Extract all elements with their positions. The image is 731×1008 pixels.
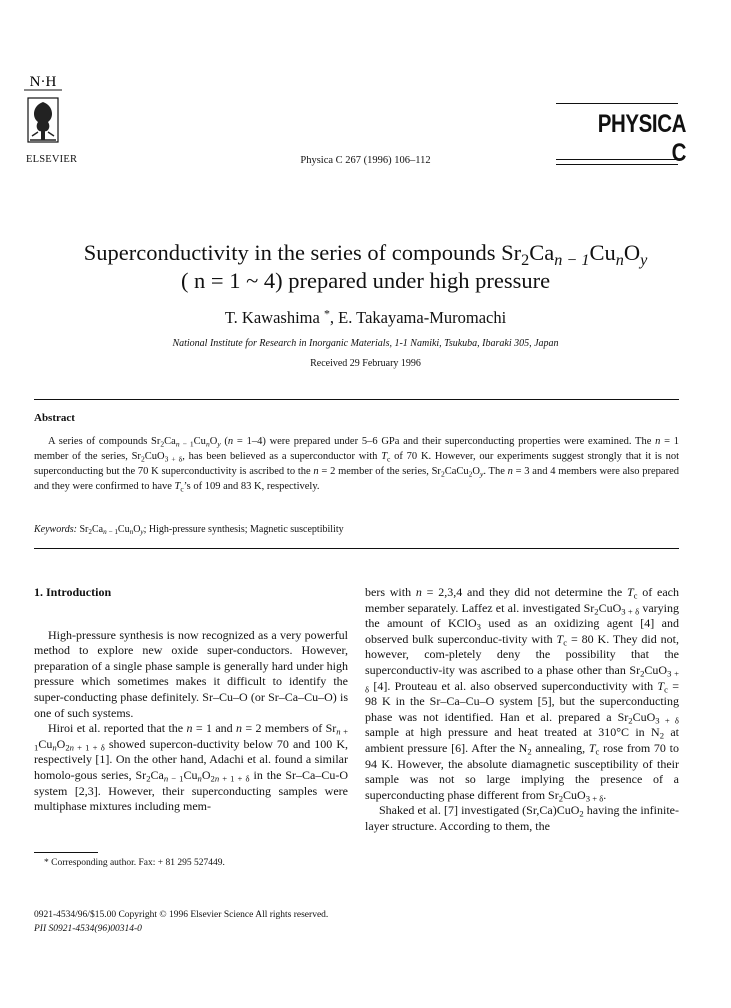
section-heading: 1. Introduction: [34, 585, 112, 599]
copyright-line: 0921-4534/96/$15.00 Copyright © 1996 Elsevier Science All rights reserved.: [34, 910, 329, 920]
journal-citation: Physica C 267 (1996) 106–112: [300, 155, 431, 166]
logo-letters: N·H: [29, 74, 57, 90]
right-column: [365, 585, 679, 835]
journal-rule-bottom: [556, 159, 678, 165]
abstract-body: A series of compounds $Sr_2Ca_{n - 1}Cu_nO_y$ (n = 1–4) were prepared under 5–6 GPa and their superconducting properties were examined. The n = 1 member of the series, $Sr_2CuO_{3 + \delta}$, has been believed as a superconductor with $T_c$ of 70 K. However, our experiments suggest strongly that it is not superconducting but the 70 K superconductivity is ascribed to the n = 2 member of the series, $Sr_2CaCu_2O_y$. The n = 3 and 4 members were also prepared and they were confirmed to have $T_c’s$ of 109 and 83 K, respectively.: [34, 436, 680, 494]
affiliation: National Institute for Research in Inorganic Materials, 1-1 Namiki, Tsukuba, Ibaraki 305, Japan: [172, 338, 559, 349]
abstract-rule-bottom: [34, 548, 679, 549]
pii-line: PII S0921-4534(96)00314-0: [34, 924, 142, 934]
keywords: Keywords: $Sr_2Ca_{n - 1}Cu_nO_y$; High-pressure synthesis; Magnetic susceptibility: [34, 524, 344, 537]
author-name: E. Takayama-Muromachi: [338, 308, 507, 327]
body-paragraph: High-pressure synthesis is now recognized as a very powerful method to explore new oxide super-conductors. However, preparation of a single phase sample is generally hard under high pressure which sometimes makes it difficult to identify the super-conducting phase definitely. Sr–Cu–O (or Sr–Ca–Cu–O) is one of such systems.: [34, 627, 348, 720]
abstract-heading: Abstract: [34, 412, 75, 424]
author-name: T. Kawashima: [224, 308, 320, 327]
author-list: T. Kawashima *, E. Takayama-Muromachi: [224, 306, 507, 327]
publisher-name: ELSEVIER: [26, 154, 78, 165]
elsevier-tree-logo: [20, 70, 66, 156]
received-date: Received 29 February 1996: [310, 358, 421, 369]
body-paragraph: Hiroi et al. reported that the n = 1 and n = 2 members of $Sr_{n + 1}Cu_nO_{2n + 1 + \delta}$ showed supercon-ductivity below 70 and 100 K, respectively [1]. On the other hand, Adachi et al. found a similar homolo-gous series, $Sr_2Ca_{n - 1}Cu_nO_{2n + 1 + \delta}$ in the Sr–Ca–Cu-O system [2,3]. However, their superconducting samples were multiphase mixtures including mem-: [34, 721, 348, 814]
footnote-rule: [34, 852, 98, 853]
corresponding-mark: *: [323, 306, 330, 321]
body-paragraph: Shaked et al. [7] investigated (Sr,Ca)CuO$_2$ having the infinite-layer structure. According to them, the: [365, 803, 679, 833]
body-paragraph: bers with n = 2,3,4 and they did not determine the $T_c$ of each member separately. Laffez et al. investigated $Sr_2CuO_{3 + \delta}$ varying the amount of KClO$_3$ used as an oxidizing agent [4] and observed bulk superconduc-tivity with $T_c = 80$ K. They did not, however, com-pletely deny the possibility that the superconductiv-ity was ascribed to a phase other than $Sr_2CuO_{3 + \delta}$ [4]. Prouteau et al. also observed superconductivity with $T_c = 98$ K in the Sr–Ca–Cu–O system [5], but the superconducting phase was not identified. Han et al. prepared a $Sr_2CuO_{3 + \delta}$ sample at high pressure and heat treated at 310°C in $N_2$ at ambient pressure [6]. After the $N_2$ annealing, $T_c$ rose from 70 to 94 K. However, the absolute diamagnetic susceptibility of their sample was not so large implying the presence of a superconducting phase different from $Sr_2CuO_{3 + \delta}$.: [365, 585, 680, 804]
abstract-rule-top: [34, 399, 679, 400]
journal-name: PHYSICA C: [597, 110, 686, 167]
left-column: [34, 585, 348, 815]
footnote: * Corresponding author. Fax: + 81 295 527449.: [44, 858, 225, 868]
paper-title-line1: Superconductivity in the series of compounds $Sr_2Ca_{n - 1}Cu_nO_y$: [83, 240, 648, 269]
paper-title-line2: ( n = 1 ~ 4) prepared under high pressure: [180, 268, 551, 293]
journal-rule-top: [556, 103, 678, 104]
